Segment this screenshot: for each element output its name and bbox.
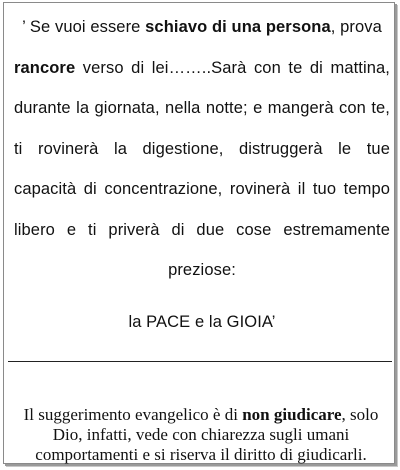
quote-emphasis-2: rancore: [14, 58, 76, 77]
quote-paragraph: [14, 7, 390, 342]
note-emphasis: non giudicare: [242, 405, 342, 424]
quote-text-1: ’ Se vuoi essere: [22, 18, 146, 36]
quote-text-2: , prova: [330, 18, 382, 36]
quote-closing: la PACE e la GIOIA’: [128, 312, 276, 331]
section-divider: [8, 361, 392, 362]
note-text-1: Il suggerimento evangelico è di: [23, 405, 243, 424]
quote-text-3: verso di lei……..Sarà con te di mattina, durante la giornata, nella notte; e mangerà con te, ti rovinerà la digestione, distruggerà le tue capacità di concentrazione, rovinerà il tuo tempo libero e ti priverà di due cose estremamente preziose:: [14, 58, 390, 279]
gospel-note: [12, 405, 390, 465]
document-frame: [3, 2, 395, 464]
note-text-2: , solo Dio, infatti, vede con chiarezza sugli umani comportamenti e si riserva il diritto di giudicarli.: [35, 405, 379, 464]
quote-emphasis-1: schiavo di una persona: [145, 18, 331, 36]
